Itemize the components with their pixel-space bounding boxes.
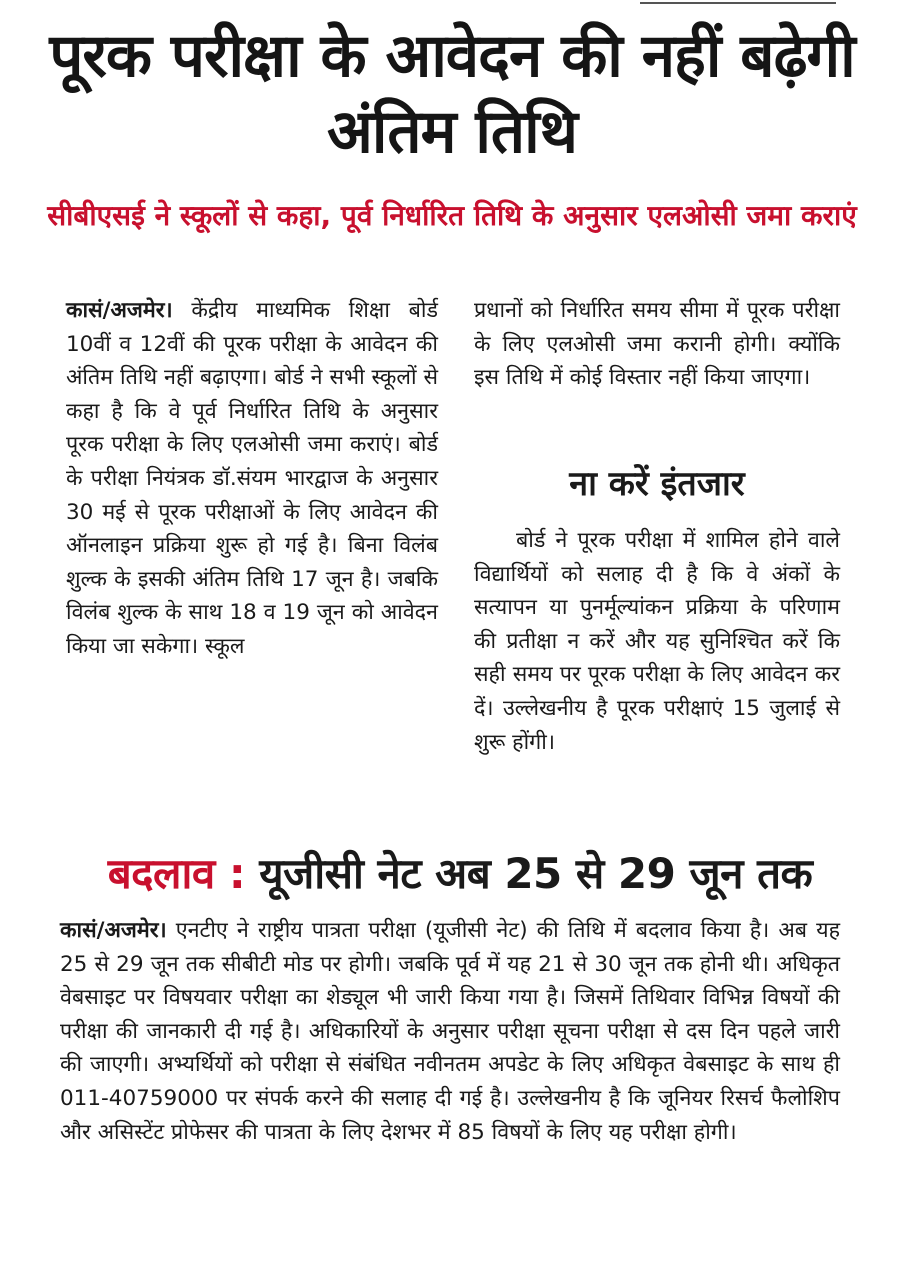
box-story-headline-row — [60, 846, 860, 902]
main-story-right-continuation — [474, 294, 840, 395]
headline: पूरक परीक्षा के आवेदन की नहीं बढ़ेगी अंतिम तिथि — [49, 21, 855, 167]
main-story-right-text: प्रधानों को निर्धारित समय सीमा में पूरक परीक्षा के लिए एलओसी जमा करानी होगी। क्योंकि इस तिथि में कोई विस्तार नहीं किया जाएगा। — [474, 298, 840, 391]
subsection-column — [474, 524, 840, 759]
box-story-text: एनटीए ने राष्ट्रीय पात्रता परीक्षा (यूजीसी नेट) की तिथि में बदलाव किया है। अब यह 25 से 29 जून तक सीबीटी मोड पर होगी। जबकि पूर्व में यह 21 से 30 जून तक होनी थी। अधिकृत वेबसाइट पर विषयवार परीक्षा का शेड्यूल भी जारी किया गया है। जिसमें तिथिवार विभिन्न विषयों की परीक्षा की जानकारी दी गई है। अधिकारियों के अनुसार परीक्षा सूचना परीक्षा से दस दिन पहले जारी की जाएगी। अभ्यर्थियों को परीक्षा से संबंधित नवीनतम अपडेट के लिए अधिकृत वेबसाइट के साथ ही 011-40759000 पर संपर्क करने की सलाह दी गई है। उल्लेखनीय है कि जूनियर रिसर्च फैलोशिप और असिस्टेंट प्रोफेसर की पात्रता के लिए देशभर में 85 विषयों के लिए यह परीक्षा होगी। — [60, 918, 840, 1145]
subsection-heading: ना करें इंतजार — [569, 464, 745, 504]
main-story-dateline: कासं/अजमेर। — [66, 298, 173, 323]
box-story-body — [60, 914, 840, 1149]
top-rule — [640, 2, 836, 4]
box-story-headline: यूजीसी नेट अब 25 से 29 जून तक — [259, 849, 813, 898]
box-story-dateline: कासं/अजमेर। — [60, 918, 167, 943]
subheadline: सीबीएसई ने स्कूलों से कहा, पूर्व निर्धारित तिथि के अनुसार एलओसी जमा कराएं — [47, 199, 857, 232]
subsection-body: बोर्ड ने पूरक परीक्षा में शामिल होने वाले विद्यार्थियों को सलाह दी है कि वे अंकों के सत्यापन या पुनर्मूल्यांकन प्रक्रिया के परिणाम की प्रतीक्षा न करें और यह सुनिश्चित करें कि सही समय पर पूरक परीक्षा के लिए आवेदन कर दें। उल्लेखनीय है पूरक परीक्षाएं 15 जुलाई से शुरू होंगी। — [474, 528, 840, 755]
main-story-left-text: केंद्रीय माध्यमिक शिक्षा बोर्ड 10वीं व 12वीं की पूरक परीक्षा के आवेदन की अंतिम तिथि नहीं बढ़ाएगा। बोर्ड ने सभी स्कूलों से कहा है कि वे पूर्व निर्धारित तिथि के अनुसार पूरक परीक्षा के लिए एलओसी जमा कराएं। बोर्ड के परीक्षा नियंत्रक डॉ.संयम भारद्वाज के अनुसार 30 मई से पूरक परीक्षाओं के लिए आवेदन की ऑनलाइन प्रक्रिया शुरू हो गई है। बिना विलंब शुल्क के इसकी अंतिम तिथि 17 जून है। जबकि विलंब शुल्क के साथ 18 व 19 जून को आवेदन किया जा सकेगा। स्कूल — [66, 298, 438, 659]
main-story-left-column — [66, 294, 438, 664]
box-story-colon: : — [228, 849, 246, 898]
box-story-kicker: बदलाव — [107, 849, 215, 898]
